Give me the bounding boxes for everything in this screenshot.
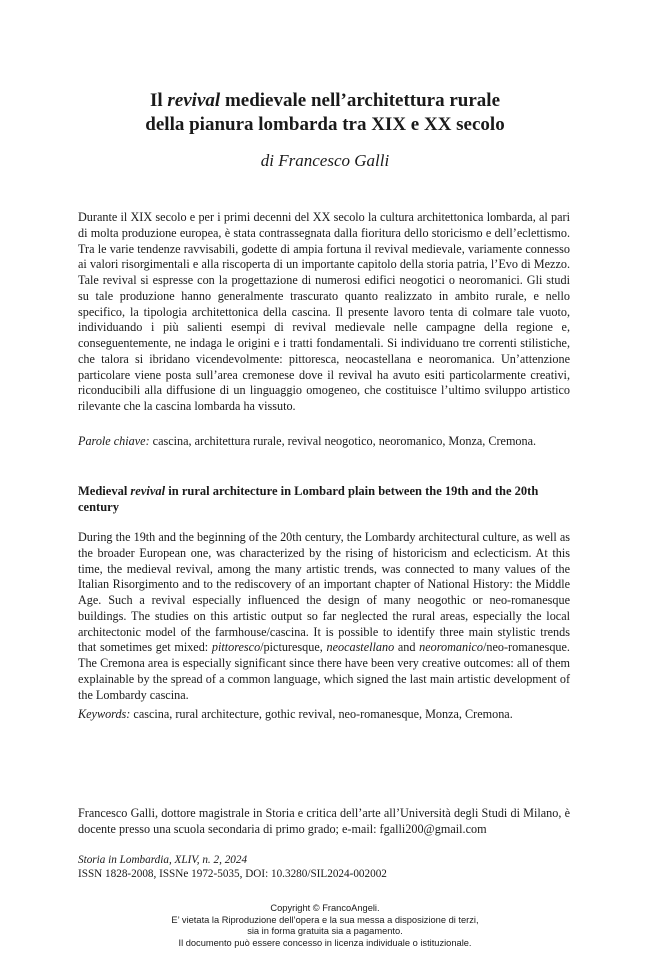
english-abstract-part2: /neo-romanesque. The Cremona area is especially significant since there have been very creative outcomes: all of them explainable by the spread of a common language, which signed the last main artistic development of the Lombardy cascina. (78, 640, 570, 702)
title-italic-revival: revival (167, 90, 221, 111)
journal-citation: Storia in Lombardia, XLIV, n. 2, 2024 (78, 854, 248, 866)
english-keywords (78, 707, 570, 723)
english-title-italic: revival (130, 484, 166, 498)
english-title-prefix: Medieval (78, 484, 131, 498)
journal-info (78, 853, 570, 881)
italian-keywords-list: cascina, architettura rurale, revival neogotico, neoromanico, Monza, Cremona. (149, 434, 537, 448)
copyright-line4: Il documento può essere concesso in licenza individuale o istituzionale. (178, 937, 472, 948)
title-prefix: Il (149, 90, 168, 111)
italian-abstract: Durante il XIX secolo e per i primi decenni del XX secolo la cultura architettonica lombarda, al pari di molta produzione europea, è stata contrassegnata dalla fioritura dello storicismo e dell’eclettismo. Tra le varie tendenze ravvisabili, godette di ampia fortuna il revival medievale, variamente connesso ai valori risorgimentali e alla riscoperta di un importante capitolo della storia patria, l’Evo di Mezzo. Tale revival si espresse con la progettazione di numerosi edifici neogotici o neoromanici. Gli studi su tale produzione hanno generalmente trascurato quanto realizzato in ambito rurale, e nello specifico, la tipologia architettonica della cascina. Il presente lavoro tenta di colmare tale vuoto, individuando i più salienti esempi di revival medievale nelle campagne della regione e, conseguentemente, ne indaga le origini e i tratti fondamentali. Si individuano tre correnti stilistiche, che talora si ibridano vicendevolmente: pittoresca, neocastellana e neoromanica. Un’attenzione particolare viene posta sull’area cremonese dove il revival ha avuto esiti particolarmente creativi, riconducibili alla diffusione di un linguaggio omogeneo, che costituisce l’ultimo sviluppo artistico rilevante che la cascina lombarda ha vissuto. (78, 210, 570, 413)
term-pittoresco-suffix: /picturesque, (260, 640, 327, 655)
english-title (78, 483, 570, 515)
english-abstract (78, 530, 570, 703)
copyright-notice (0, 903, 650, 949)
copyright-line3: sia in forma gratuita sia a pagamento. (247, 926, 403, 937)
term-neocastellano: neocastellano (326, 640, 395, 655)
article-title (0, 89, 650, 137)
english-title-suffix: in rural architecture in Lombard plain between the 19th and the 20th century (78, 484, 539, 514)
english-abstract-part1: During the 19th and the beginning of the 20th century, the Lombardy architectural culture, as well as the broader European one, was characterized by the rising of historicism and eclecticism. At this time, the medieval revival, among the many artistic trends, was connected to many values of the Italian Risorgimento and to the rediscovery of an important chapter of National History: the Middle Age. Such a revival especially influenced the design of many neogothic or neo-romanesque buildings. The studies on this artistic output so far neglected the rural areas, especially the local architectonic model of the farmhouse/cascina. It is possible to identify three main stylistic trends that sometimes get mixed: (78, 530, 570, 655)
title-suffix: medievale nell’architettura rurale (220, 90, 501, 111)
copyright-line2: E’ vietata la Riproduzione dell’opera e la sua messa a disposizione di terzi, (171, 914, 479, 925)
term-neocastellano-suffix: and (394, 640, 420, 655)
italian-keywords-label: Parole chiave: (78, 434, 150, 448)
author-bio: Francesco Galli, dottore magistrale in Storia e critica dell’arte all’Università degli Studi di Milano, è docente presso una scuola secondaria di primo grado; e-mail: fgalli200@gmail.com (78, 806, 570, 836)
author-byline: di Francesco Galli (260, 151, 390, 170)
title-line2: della pianura lombarda tra XIX e XX secolo (145, 114, 505, 135)
english-keywords-list: cascina, rural architecture, gothic revival, neo-romanesque, Monza, Cremona. (130, 707, 513, 721)
term-pittoresco: pittoresco (211, 640, 261, 655)
journal-issn-doi: ISSN 1828-2008, ISSNe 1972-5035, DOI: 10.3280/SIL2024-002002 (78, 868, 387, 880)
italian-keywords (78, 434, 570, 450)
english-keywords-label: Keywords: (78, 707, 131, 721)
title-line1 (150, 90, 500, 111)
term-neoromanico: neoromanico (419, 640, 483, 655)
copyright-line1: Copyright © FrancoAngeli. (270, 903, 380, 913)
